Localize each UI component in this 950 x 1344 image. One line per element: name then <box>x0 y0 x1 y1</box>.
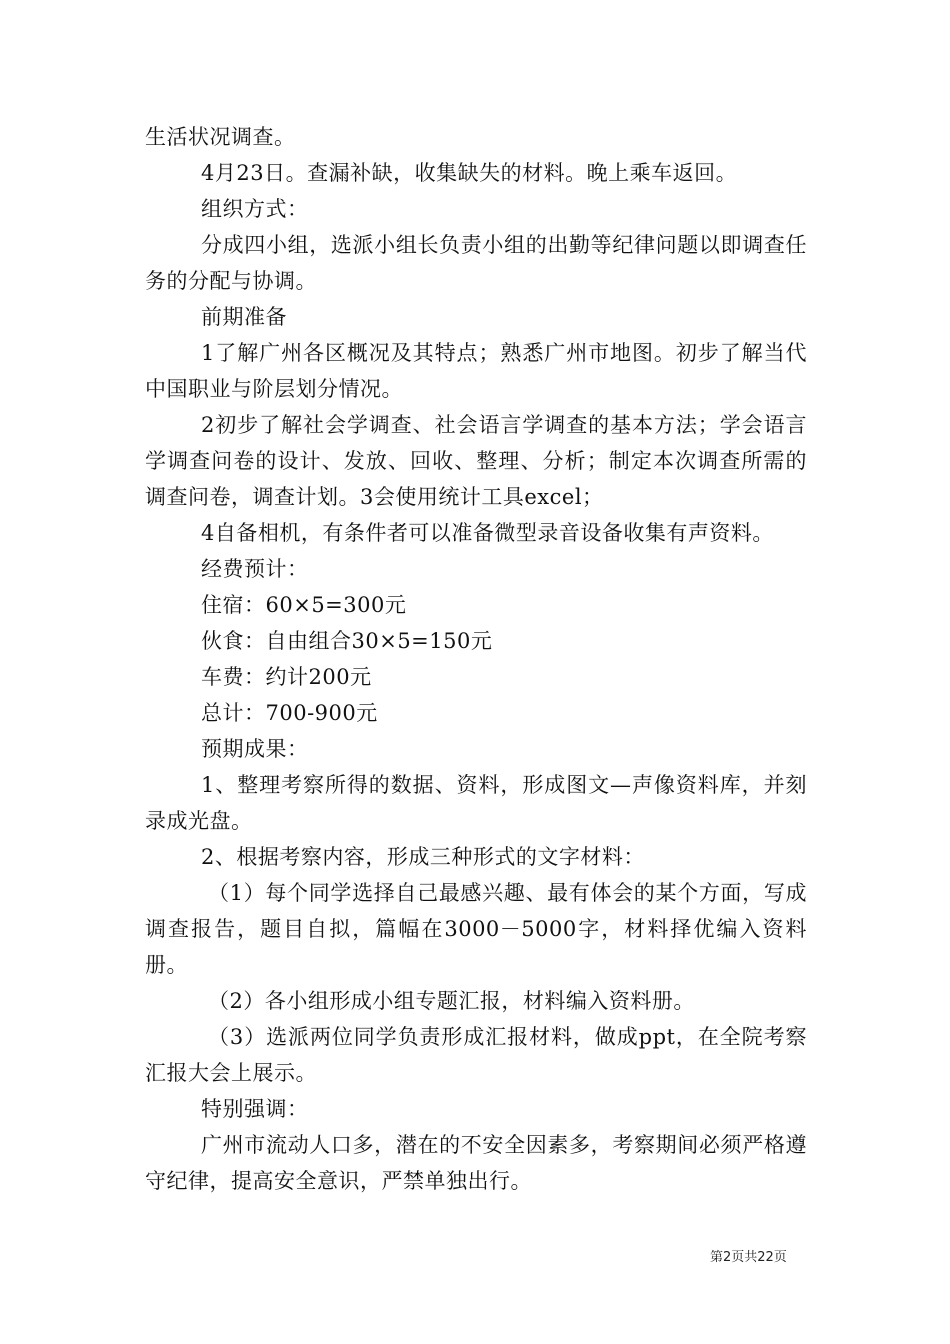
page-number-footer: 第2页共22页 <box>710 1250 787 1265</box>
paragraph-result-2-item-2: （2）各小组形成小组专题汇报，材料编入资料册。 <box>208 989 695 1013</box>
heading-organization: 组织方式： <box>201 197 309 221</box>
paragraph-result-2-item-3: （3）选派两位同学负责形成汇报材料，做成ppt，在全院考察汇报大会上展示。 <box>145 1025 807 1085</box>
paragraph-result-2-item-1: （1）每个同学选择自己最感兴趣、最有体会的某个方面，写成调查报告，题目自拟，篇幅在3000－5000字，材料择优编入资料册。 <box>145 881 807 977</box>
budget-total: 总计：700-900元 <box>201 701 378 725</box>
paragraph-special-emphasis: 广州市流动人口多，潜在的不安全因素多，考察期间必须严格遵守纪律，提高安全意识，严禁单独出行。 <box>145 1133 807 1193</box>
budget-transport: 车费：约计200元 <box>201 665 372 689</box>
paragraph-preparation-4: 4自备相机，有条件者可以准备微型录音设备收集有声资料。 <box>201 521 774 545</box>
paragraph-organization: 分成四小组，选派小组长负责小组的出勤等纪律问题以即调查任务的分配与协调。 <box>145 233 807 293</box>
paragraph-result-1: 1、整理考察所得的数据、资料，形成图文—声像资料库，并刻录成光盘。 <box>145 773 807 833</box>
heading-special-emphasis: 特别强调： <box>201 1097 309 1121</box>
paragraph-preparation-1: 1了解广州各区概况及其特点；熟悉广州市地图。初步了解当代中国职业与阶层划分情况。 <box>145 341 807 401</box>
budget-meals: 伙食：自由组合30×5=150元 <box>201 629 493 653</box>
budget-lodging: 住宿：60×5=300元 <box>201 593 407 617</box>
paragraph-result-2: 2、根据考察内容，形成三种形式的文字材料： <box>201 845 645 869</box>
heading-budget: 经费预计： <box>201 557 309 581</box>
heading-expected-results: 预期成果： <box>201 737 309 761</box>
paragraph-continuation: 生活状况调查。 <box>145 125 296 149</box>
paragraph-schedule-apr23: 4月23日。查漏补缺，收集缺失的材料。晚上乘车返回。 <box>201 161 738 185</box>
paragraph-preparation-2: 2初步了解社会学调查、社会语言学调查的基本方法；学会语言学调查问卷的设计、发放、回收、整理、分析；制定本次调查所需的调查问卷，调查计划。3会使用统计工具excel； <box>145 413 807 509</box>
heading-preparation: 前期准备 <box>201 305 287 329</box>
document-body <box>145 119 807 1199</box>
